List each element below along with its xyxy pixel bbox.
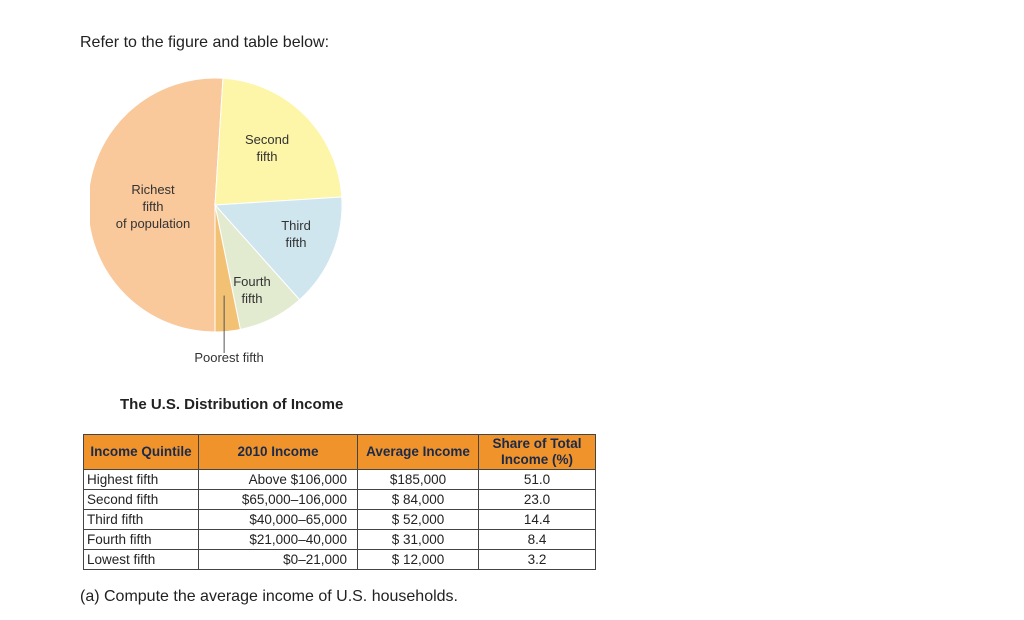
cell-2010-income: $65,000–106,000 (199, 490, 358, 510)
cell-average-income: $ 52,000 (358, 510, 479, 530)
table-header-row (84, 435, 596, 470)
cell-share: 14.4 (479, 510, 596, 530)
header-2010-income: 2010 Income (199, 435, 358, 470)
header-income-quintile: Income Quintile (84, 435, 199, 470)
cell-average-income: $ 31,000 (358, 530, 479, 550)
cell-average-income: $ 12,000 (358, 550, 479, 570)
cell-share: 51.0 (479, 470, 596, 490)
table-row (84, 530, 596, 550)
cell-share: 3.2 (479, 550, 596, 570)
income-pie-chart (90, 70, 370, 390)
cell-2010-income: $0–21,000 (199, 550, 358, 570)
cell-share: 8.4 (479, 530, 596, 550)
pie-label-line: of population (115, 216, 191, 231)
table-title: The U.S. Distribution of Income (120, 396, 344, 413)
pie-label-line: Third (281, 218, 311, 233)
cell-quintile: Lowest fifth (84, 550, 199, 570)
cell-2010-income: $21,000–40,000 (199, 530, 358, 550)
cell-average-income: $ 84,000 (358, 490, 479, 510)
intro-text: Refer to the figure and table below: (80, 34, 330, 51)
cell-quintile: Second fifth (84, 490, 199, 510)
table-row (84, 550, 596, 570)
pie-label-line: fifth (241, 291, 263, 306)
header-share-of-total: Share of Total Income (%) (479, 435, 596, 470)
pie-label-line: fifth (285, 235, 307, 250)
table-row (84, 470, 596, 490)
pie-label-line: Richest (131, 182, 175, 197)
pie-label-4 (194, 350, 263, 365)
cell-2010-income: Above $106,000 (199, 470, 358, 490)
cell-quintile: Fourth fifth (84, 530, 199, 550)
pie-label-line: Fourth (233, 274, 271, 289)
pie-svg (90, 70, 370, 390)
pie-label-line: Second (244, 132, 290, 147)
table-row (84, 490, 596, 510)
table-row (84, 510, 596, 530)
cell-2010-income: $40,000–65,000 (199, 510, 358, 530)
pie-label-line: Poorest fifth (194, 350, 264, 365)
income-table (83, 434, 596, 570)
question-a: (a) Compute the average income of U.S. households. (80, 588, 458, 605)
header-average-income: Average Income (358, 435, 479, 470)
cell-quintile: Highest fifth (84, 470, 199, 490)
cell-quintile: Third fifth (84, 510, 199, 530)
cell-average-income: $185,000 (358, 470, 479, 490)
pie-label-line: fifth (256, 149, 278, 164)
pie-label-line: fifth (142, 199, 164, 214)
cell-share: 23.0 (479, 490, 596, 510)
